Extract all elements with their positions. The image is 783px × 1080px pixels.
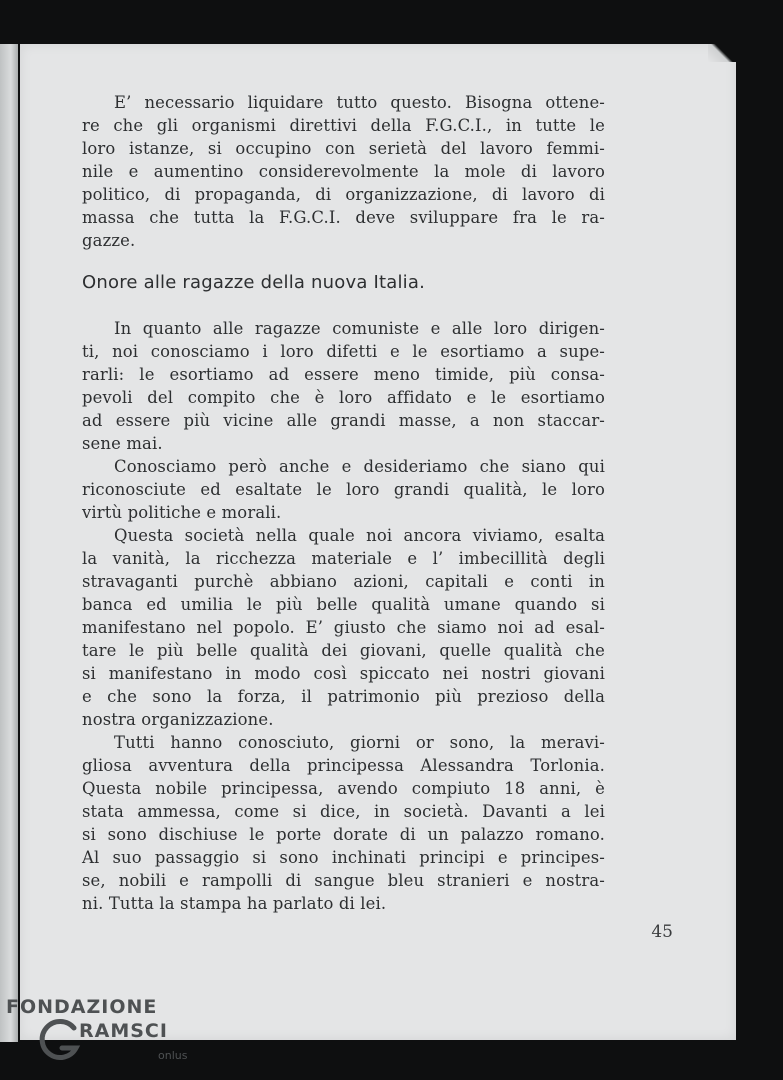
paragraph-4 — [82, 524, 605, 731]
text-line: e che sono la forza, il patrimonio più prezioso della — [82, 687, 605, 707]
page-corner-fold — [708, 44, 736, 62]
text-line: rarli: le esortiamo ad essere meno timide, più consa- — [82, 365, 605, 385]
text-line: politico, di propaganda, di organizzazione, di lavoro di — [82, 185, 605, 205]
text-line: ad essere più vicine alle grandi masse, a non staccar- — [82, 411, 605, 431]
text-line: ni. Tutta la stampa ha parlato di lei. — [82, 894, 387, 914]
paragraph-5 — [82, 731, 605, 915]
text-line: tare le più belle qualità dei giovani, quelle qualità che — [82, 641, 605, 661]
text-line: loro istanze, si occupino con serietà del lavoro femmi- — [82, 139, 605, 159]
text-line: Questa nobile principessa, avendo compiuto 18 anni, è — [82, 779, 605, 799]
watermark-line-3: onlus — [158, 1049, 188, 1062]
text-line: la vanità, la ricchezza materiale e l’ imbecillità degli — [82, 549, 605, 569]
text-line: virtù politiche e morali. — [82, 503, 282, 523]
text-line: In quanto alle ragazze comuniste e alle loro dirigen- — [114, 319, 605, 338]
watermark-line-2: RAMSCI — [79, 1020, 168, 1042]
text-line: riconosciute ed esaltate le loro grandi qualità, le loro — [82, 480, 605, 500]
text-line: pevoli del compito che è loro affidato e le esortiamo — [82, 388, 605, 408]
watermark-line-1: FONDAZIONE — [6, 996, 158, 1018]
section-heading: Onore alle ragazze della nuova Italia. — [82, 272, 426, 293]
text-line: si sono dischiuse le porte dorate di un palazzo romano. — [82, 825, 605, 845]
text-line: nile e aumentino considerevolmente la mole di lavoro — [82, 162, 605, 182]
text-line: manifestano nel popolo. E’ giusto che siamo noi ad esal- — [82, 618, 605, 638]
text-line: se, nobili e rampolli di sangue bleu stranieri e nostra- — [82, 871, 605, 891]
text-line: stravaganti purchè abbiano azioni, capitali e conti in — [82, 572, 605, 592]
text-line: gliosa avventura della principessa Alessandra Torlonia. — [82, 756, 605, 776]
page-number: 45 — [651, 922, 673, 942]
text-line: E’ necessario liquidare tutto questo. Bisogna ottene- — [114, 93, 605, 112]
text-line: Questa società nella quale noi ancora viviamo, esalta — [114, 526, 605, 545]
text-line: re che gli organismi direttivi della F.G.C.I., in tutte le — [82, 116, 605, 136]
text-line: gazze. — [82, 231, 136, 251]
text-line: massa che tutta la F.G.C.I. deve sviluppare fra le ra- — [82, 208, 605, 228]
gramsci-g-logo-icon — [34, 1016, 84, 1066]
paragraph-2 — [82, 317, 605, 455]
text-line: Tutti hanno conosciuto, giorni or sono, la meravi- — [114, 733, 605, 752]
paragraph-1 — [82, 91, 605, 252]
text-line: Conosciamo però anche e desideriamo che siano qui — [114, 457, 605, 476]
watermark-logo — [6, 996, 206, 1076]
text-line: ti, noi conosciamo i loro difetti e le esortiamo a supe- — [82, 342, 605, 362]
text-line: nostra organizzazione. — [82, 710, 274, 730]
text-line: banca ed umilia le più belle qualità umane quando si — [82, 595, 605, 615]
text-line: Al suo passaggio si sono inchinati principi e principes- — [82, 848, 605, 868]
text-line: stata ammessa, come si dice, in società. Davanti a lei — [82, 802, 605, 822]
paragraph-3 — [82, 455, 605, 524]
text-line: si manifestano in modo così spiccato nei nostri giovani — [82, 664, 605, 684]
previous-page-edge — [0, 44, 18, 1042]
text-line: sene mai. — [82, 434, 163, 454]
